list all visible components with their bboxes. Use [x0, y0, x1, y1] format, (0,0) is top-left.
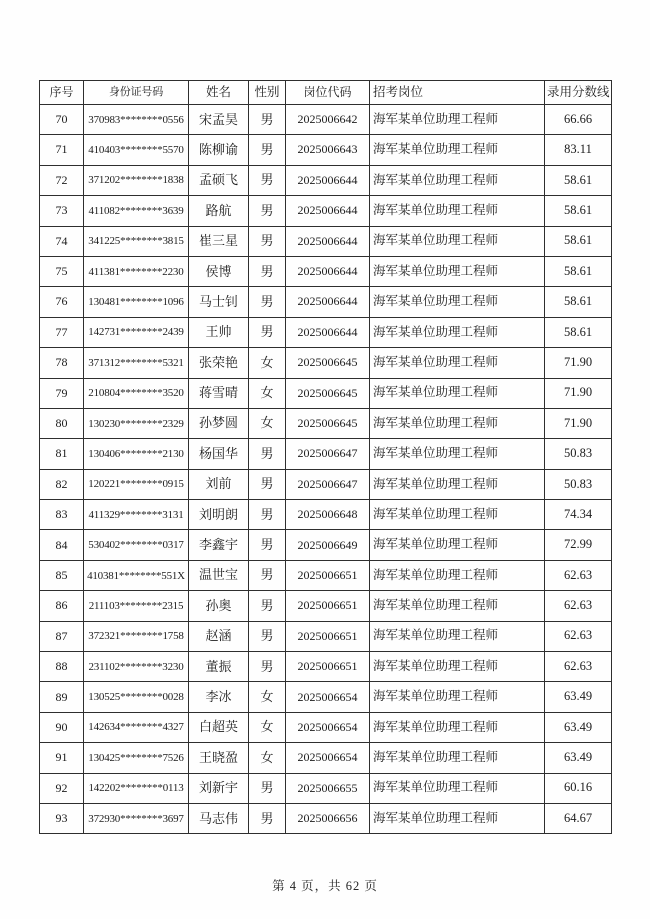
cell-score: 71.90 — [545, 378, 612, 408]
cell-gender: 女 — [249, 408, 286, 438]
cell-gender: 男 — [249, 469, 286, 499]
cell-index: 87 — [40, 621, 84, 651]
cell-name: 赵涵 — [189, 621, 249, 651]
cell-name: 崔三星 — [189, 226, 249, 256]
cell-id-number: 410381********551X — [84, 560, 189, 590]
cell-position-code: 2025006645 — [286, 408, 370, 438]
cell-position-title: 海军某单位助理工程师 — [370, 439, 545, 469]
table-body — [40, 105, 612, 834]
cell-gender: 男 — [249, 621, 286, 651]
cell-id-number: 130230********2329 — [84, 408, 189, 438]
table-row — [40, 682, 612, 712]
cell-position-title: 海军某单位助理工程师 — [370, 591, 545, 621]
cell-name: 温世宝 — [189, 560, 249, 590]
cell-index: 81 — [40, 439, 84, 469]
cell-gender: 男 — [249, 165, 286, 195]
cell-id-number: 530402********0317 — [84, 530, 189, 560]
cell-position-code: 2025006651 — [286, 560, 370, 590]
cell-score: 58.61 — [545, 256, 612, 286]
cell-name: 马士钊 — [189, 287, 249, 317]
cell-index: 93 — [40, 803, 84, 833]
cell-index: 79 — [40, 378, 84, 408]
cell-position-title: 海军某单位助理工程师 — [370, 621, 545, 651]
cell-position-title: 海军某单位助理工程师 — [370, 348, 545, 378]
cell-name: 陈柳谕 — [189, 135, 249, 165]
cell-position-title: 海军某单位助理工程师 — [370, 469, 545, 499]
cell-position-code: 2025006655 — [286, 773, 370, 803]
table-row — [40, 530, 612, 560]
table-row — [40, 773, 612, 803]
cell-gender: 男 — [249, 652, 286, 682]
table-row — [40, 348, 612, 378]
table-row — [40, 317, 612, 347]
cell-score: 71.90 — [545, 348, 612, 378]
table-header — [40, 81, 612, 105]
cell-score: 72.99 — [545, 530, 612, 560]
cell-id-number: 370983********0556 — [84, 105, 189, 135]
cell-position-code: 2025006649 — [286, 530, 370, 560]
cell-position-code: 2025006647 — [286, 469, 370, 499]
cell-index: 78 — [40, 348, 84, 378]
cell-index: 71 — [40, 135, 84, 165]
cell-index: 82 — [40, 469, 84, 499]
cell-index: 85 — [40, 560, 84, 590]
cell-score: 63.49 — [545, 743, 612, 773]
cell-position-code: 2025006644 — [286, 226, 370, 256]
cell-id-number: 372321********1758 — [84, 621, 189, 651]
cell-position-code: 2025006644 — [286, 256, 370, 286]
table-row — [40, 560, 612, 590]
cell-score: 62.63 — [545, 652, 612, 682]
cell-gender: 女 — [249, 682, 286, 712]
cell-score: 50.83 — [545, 469, 612, 499]
cell-gender: 男 — [249, 530, 286, 560]
cell-position-code: 2025006644 — [286, 196, 370, 226]
cell-position-code: 2025006654 — [286, 743, 370, 773]
cell-name: 马志伟 — [189, 803, 249, 833]
cell-name: 蒋雪晴 — [189, 378, 249, 408]
cell-gender: 男 — [249, 803, 286, 833]
cell-name: 白超英 — [189, 712, 249, 742]
cell-score: 66.66 — [545, 105, 612, 135]
cell-name: 侯博 — [189, 256, 249, 286]
table-row — [40, 803, 612, 833]
cell-index: 91 — [40, 743, 84, 773]
cell-index: 86 — [40, 591, 84, 621]
cell-name: 杨国华 — [189, 439, 249, 469]
cell-position-title: 海军某单位助理工程师 — [370, 226, 545, 256]
cell-gender: 男 — [249, 500, 286, 530]
cell-position-title: 海军某单位助理工程师 — [370, 560, 545, 590]
cell-id-number: 130425********7526 — [84, 743, 189, 773]
cell-name: 孙奥 — [189, 591, 249, 621]
cell-id-number: 130525********0028 — [84, 682, 189, 712]
cell-index: 90 — [40, 712, 84, 742]
cell-score: 64.67 — [545, 803, 612, 833]
cell-score: 58.61 — [545, 317, 612, 347]
table-row — [40, 439, 612, 469]
cell-index: 80 — [40, 408, 84, 438]
cell-position-title: 海军某单位助理工程师 — [370, 287, 545, 317]
cell-score: 74.34 — [545, 500, 612, 530]
cell-name: 张荣艳 — [189, 348, 249, 378]
cell-gender: 女 — [249, 743, 286, 773]
cell-score: 58.61 — [545, 165, 612, 195]
cell-position-title: 海军某单位助理工程师 — [370, 317, 545, 347]
cell-score: 62.63 — [545, 591, 612, 621]
page-number-footer: 第 4 页，共 62 页 — [272, 879, 378, 893]
header-row — [40, 81, 612, 105]
header-cell-position-title: 招考岗位 — [370, 81, 545, 105]
cell-name: 宋孟昊 — [189, 105, 249, 135]
header-cell-position-code: 岗位代码 — [286, 81, 370, 105]
header-cell-id-number: 身份证号码 — [84, 81, 189, 105]
cell-score: 58.61 — [545, 226, 612, 256]
cell-id-number: 411381********2230 — [84, 256, 189, 286]
cell-id-number: 411329********3131 — [84, 500, 189, 530]
cell-id-number: 371202********1838 — [84, 165, 189, 195]
cell-gender: 男 — [249, 226, 286, 256]
cell-id-number: 142731********2439 — [84, 317, 189, 347]
cell-position-code: 2025006643 — [286, 135, 370, 165]
cell-index: 74 — [40, 226, 84, 256]
cell-gender: 男 — [249, 135, 286, 165]
cell-position-title: 海军某单位助理工程师 — [370, 256, 545, 286]
cell-position-code: 2025006651 — [286, 591, 370, 621]
cell-id-number: 120221********0915 — [84, 469, 189, 499]
cell-id-number: 372930********3697 — [84, 803, 189, 833]
cell-gender: 男 — [249, 439, 286, 469]
cell-position-title: 海军某单位助理工程师 — [370, 712, 545, 742]
cell-name: 孟硕飞 — [189, 165, 249, 195]
cell-name: 李鑫宇 — [189, 530, 249, 560]
table-row — [40, 287, 612, 317]
cell-gender: 女 — [249, 378, 286, 408]
table-row — [40, 712, 612, 742]
cell-score: 62.63 — [545, 560, 612, 590]
cell-position-title: 海军某单位助理工程师 — [370, 743, 545, 773]
table-row — [40, 135, 612, 165]
table-row — [40, 165, 612, 195]
cell-index: 72 — [40, 165, 84, 195]
cell-position-title: 海军某单位助理工程师 — [370, 135, 545, 165]
cell-score: 63.49 — [545, 712, 612, 742]
cell-position-title: 海军某单位助理工程师 — [370, 773, 545, 803]
cell-gender: 男 — [249, 591, 286, 621]
table-row — [40, 196, 612, 226]
cell-score: 62.63 — [545, 621, 612, 651]
cell-score: 60.16 — [545, 773, 612, 803]
header-cell-score: 录用分数线 — [545, 81, 612, 105]
table-row — [40, 226, 612, 256]
table-row — [40, 408, 612, 438]
cell-id-number: 142634********4327 — [84, 712, 189, 742]
cell-gender: 男 — [249, 317, 286, 347]
cell-gender: 女 — [249, 712, 286, 742]
cell-score: 58.61 — [545, 196, 612, 226]
cell-id-number: 130406********2130 — [84, 439, 189, 469]
cell-id-number: 411082********3639 — [84, 196, 189, 226]
cell-score: 71.90 — [545, 408, 612, 438]
cell-name: 刘新宇 — [189, 773, 249, 803]
cell-index: 76 — [40, 287, 84, 317]
cell-position-code: 2025006642 — [286, 105, 370, 135]
cell-position-title: 海军某单位助理工程师 — [370, 408, 545, 438]
table-row — [40, 469, 612, 499]
cell-gender: 男 — [249, 196, 286, 226]
cell-gender: 男 — [249, 256, 286, 286]
cell-gender: 男 — [249, 560, 286, 590]
cell-id-number: 211103********2315 — [84, 591, 189, 621]
table-row — [40, 378, 612, 408]
cell-position-code: 2025006651 — [286, 621, 370, 651]
cell-gender: 女 — [249, 348, 286, 378]
cell-score: 63.49 — [545, 682, 612, 712]
table-row — [40, 743, 612, 773]
cell-position-title: 海军某单位助理工程师 — [370, 682, 545, 712]
cell-position-code: 2025006645 — [286, 348, 370, 378]
cell-id-number: 142202********0113 — [84, 773, 189, 803]
cell-position-title: 海军某单位助理工程师 — [370, 803, 545, 833]
cell-position-code: 2025006644 — [286, 165, 370, 195]
cell-position-code: 2025006647 — [286, 439, 370, 469]
cell-position-code: 2025006656 — [286, 803, 370, 833]
cell-name: 李冰 — [189, 682, 249, 712]
cell-position-title: 海军某单位助理工程师 — [370, 500, 545, 530]
cell-position-code: 2025006654 — [286, 682, 370, 712]
cell-score: 58.61 — [545, 287, 612, 317]
cell-index: 77 — [40, 317, 84, 347]
cell-index: 73 — [40, 196, 84, 226]
cell-index: 89 — [40, 682, 84, 712]
cell-name: 孙梦圆 — [189, 408, 249, 438]
cell-score: 50.83 — [545, 439, 612, 469]
table-row — [40, 591, 612, 621]
cell-index: 70 — [40, 105, 84, 135]
cell-name: 刘明朗 — [189, 500, 249, 530]
table-row — [40, 621, 612, 651]
cell-position-title: 海军某单位助理工程师 — [370, 530, 545, 560]
recruitment-score-table — [39, 80, 612, 834]
header-cell-gender: 性别 — [249, 81, 286, 105]
cell-id-number: 371312********5321 — [84, 348, 189, 378]
cell-gender: 男 — [249, 287, 286, 317]
cell-position-code: 2025006645 — [286, 378, 370, 408]
header-cell-name: 姓名 — [189, 81, 249, 105]
cell-position-title: 海军某单位助理工程师 — [370, 196, 545, 226]
cell-gender: 男 — [249, 773, 286, 803]
cell-index: 75 — [40, 256, 84, 286]
cell-position-code: 2025006648 — [286, 500, 370, 530]
cell-score: 83.11 — [545, 135, 612, 165]
cell-index: 84 — [40, 530, 84, 560]
table-row — [40, 652, 612, 682]
cell-position-title: 海军某单位助理工程师 — [370, 105, 545, 135]
cell-id-number: 130481********1096 — [84, 287, 189, 317]
cell-position-title: 海军某单位助理工程师 — [370, 652, 545, 682]
cell-position-code: 2025006644 — [286, 317, 370, 347]
header-cell-index: 序号 — [40, 81, 84, 105]
table-row — [40, 500, 612, 530]
cell-id-number: 210804********3520 — [84, 378, 189, 408]
cell-position-code: 2025006654 — [286, 712, 370, 742]
table-row — [40, 105, 612, 135]
cell-name: 王晓盈 — [189, 743, 249, 773]
cell-name: 董振 — [189, 652, 249, 682]
cell-position-title: 海军某单位助理工程师 — [370, 165, 545, 195]
cell-name: 路航 — [189, 196, 249, 226]
cell-id-number: 341225********3815 — [84, 226, 189, 256]
cell-index: 83 — [40, 500, 84, 530]
table-row — [40, 256, 612, 286]
cell-position-code: 2025006651 — [286, 652, 370, 682]
cell-position-title: 海军某单位助理工程师 — [370, 378, 545, 408]
cell-gender: 男 — [249, 105, 286, 135]
cell-id-number: 410403********5570 — [84, 135, 189, 165]
cell-position-code: 2025006644 — [286, 287, 370, 317]
cell-id-number: 231102********3230 — [84, 652, 189, 682]
cell-index: 92 — [40, 773, 84, 803]
cell-index: 88 — [40, 652, 84, 682]
cell-name: 刘前 — [189, 469, 249, 499]
cell-name: 王帅 — [189, 317, 249, 347]
